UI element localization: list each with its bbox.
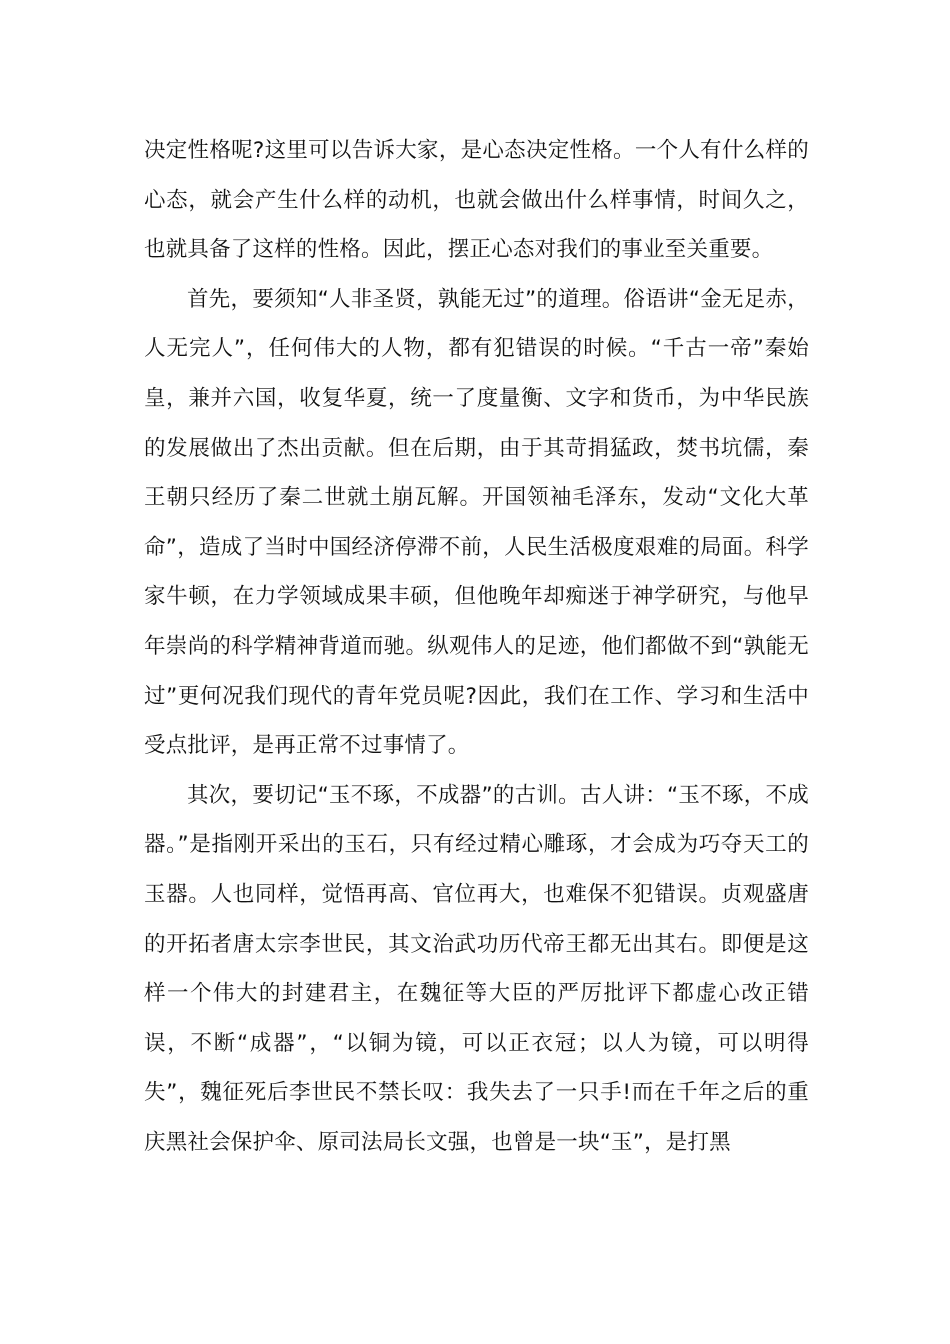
paragraph-first-point: 首先，要须知“人非圣贤，孰能无过”的道理。俗语讲“金无足赤，人无完人”，任何伟大的人物，都有犯错误的时候。“千古一帝”秦始皇，兼并六国，收复华夏，统一了度量衡、文字和货币，为中华民族的发展做出了杰出贡献。但在后期，由于其苛捐猛政，焚书坑儒，秦王朝只经历了秦二世就土崩瓦解。开国领袖毛泽东，发动“文化大革命”，造成了当时中国经济停滞不前，人民生活极度艰难的局面。科学家牛顿，在力学领域成果丰硕，但他晚年却痴迷于神学研究，与他早年崇尚的科学精神背道而驰。纵观伟人的足迹，他们都做不到“孰能无过”更何况我们现代的青年党员呢?因此，我们在工作、学习和生活中受点批评，是再正常不过事情了。 (144, 286, 809, 759)
paragraph-continuation: 决定性格呢?这里可以告诉大家，是心态决定性格。一个人有什么样的心态，就会产生什么样的动机，也就会做出什么样事情，时间久之，也就具备了这样的性格。因此，摆正心态对我们的事业至关重要。 (144, 138, 809, 263)
paragraph-second-point: 其次，要切记“玉不琢，不成器”的古训。古人讲：“玉不琢，不成器。”是指刚开采出的玉石，只有经过精心雕琢，才会成为巧夺天工的玉器。人也同样，觉悟再高、官位再大，也难保不犯错误。贞观盛唐的开拓者唐太宗李世民，其文治武功历代帝王都无出其右。即便是这样一个伟大的封建君主，在魏征等大臣的严厉批评下都虚心改正错误，不断“成器”，“以铜为镜，可以正衣冠；以人为镜，可以明得失”，魏征死后李世民不禁长叹：我失去了一只手!而在千年之后的重庆黑社会保护伞、原司法局长文强，也曾是一块“玉”，是打黑 (144, 782, 809, 1155)
document-body (144, 126, 809, 1167)
